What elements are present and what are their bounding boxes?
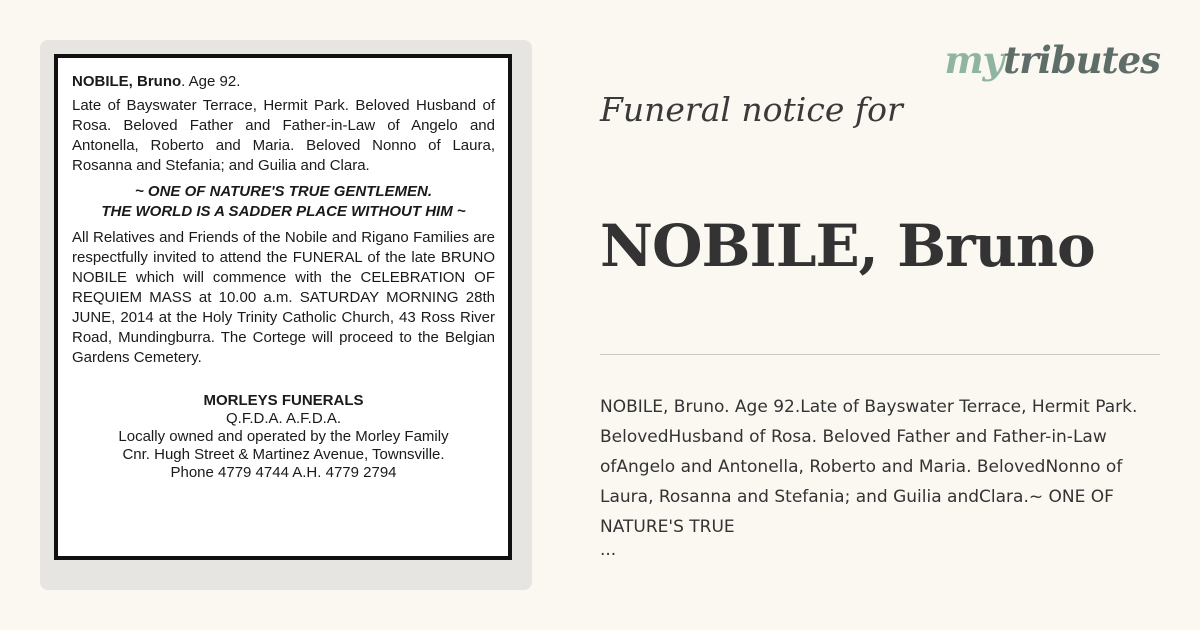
funeral-home-name: MORLEYS FUNERALS <box>203 392 364 409</box>
funeral-home-block <box>72 392 495 482</box>
notice-name: NOBILE, Bruno <box>72 73 182 90</box>
notice-quote <box>72 182 495 222</box>
funeral-home-address: Cnr. Hugh Street & Martinez Avenue, Townsville. <box>122 446 445 463</box>
divider <box>600 354 1160 355</box>
funeral-home-owned: Locally owned and operated by the Morley Family <box>118 428 449 445</box>
page-title: NOBILE, Bruno <box>600 212 1095 280</box>
mytributes-logo[interactable] <box>944 38 1160 82</box>
notice-excerpt: NOBILE, Bruno. Age 92.Late of Bayswater Terrace, Hermit Park. BelovedHusband of Rosa. Beloved Father and Father-in-Law ofAngelo and Antonella, Roberto and Maria. BelovedNonno of Laura, Rosanna and Stefania; and Guilia andClara.~ ONE OF NATURE'S TRUE <box>600 397 1138 537</box>
quote-line-2: THE WORLD IS A SADDER PLACE WITHOUT HIM ~ <box>101 203 466 220</box>
notice-heading <box>72 72 495 92</box>
notice-image-card <box>40 40 532 590</box>
page-subtitle: Funeral notice for <box>600 90 903 129</box>
funeral-home-credentials: Q.F.D.A. A.F.D.A. <box>225 410 342 427</box>
logo-tributes: tributes <box>1003 38 1160 82</box>
quote-line-1: ~ ONE OF NATURE'S TRUE GENTLEMEN. <box>134 183 433 200</box>
funeral-home-phone: Phone 4779 4744 A.H. 4779 2794 <box>170 464 397 481</box>
printed-notice <box>54 54 512 560</box>
logo-my: my <box>944 38 1004 82</box>
notice-age: . Age 92. <box>181 73 241 90</box>
notice-body-service: All Relatives and Friends of the Nobile and Rigano Families are respectfully invited to attend the FUNERAL of the late BRUNO NOBILE which will commence with the CELEBRATION OF REQUIEM MASS at 10.00 a.m. SATURDAY MORNING 28th JUNE, 2014 at the Holy Trinity Catholic Church, 43 Ross River Road, Mundingburra. The Cortege will proceed to the Belgian Gardens Cemetery. <box>72 229 495 366</box>
excerpt-ellipsis: ... <box>600 540 617 560</box>
notice-body-family: Late of Bayswater Terrace, Hermit Park. Beloved Husband of Rosa. Beloved Father and Father-in-Law of Angelo and Antonella, Roberto and Maria. Beloved Nonno of Laura, Rosanna and Stefania; and Guilia and Clara. <box>72 97 495 174</box>
